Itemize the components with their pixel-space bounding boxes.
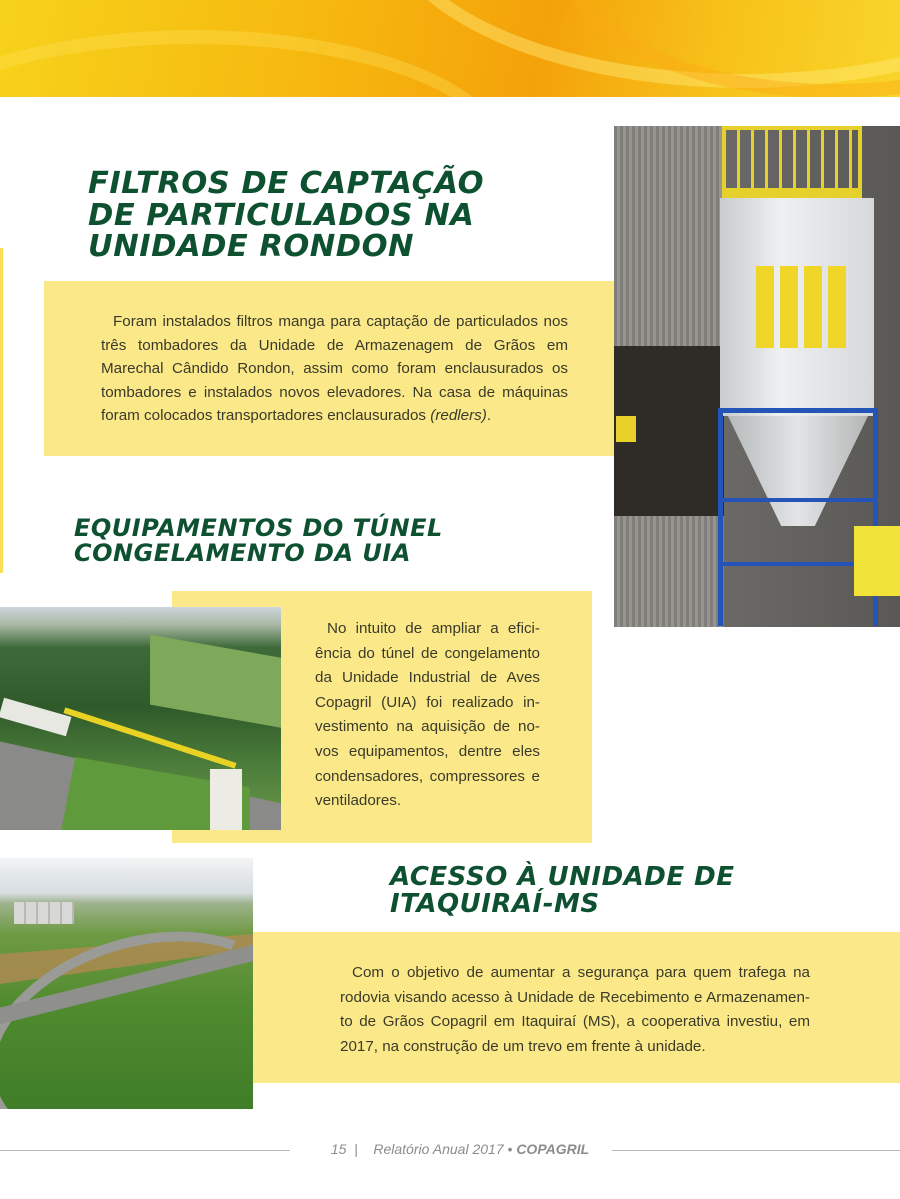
section2-title bbox=[74, 516, 443, 566]
footer-separator: | bbox=[354, 1141, 358, 1157]
left-accent-bar bbox=[0, 248, 3, 573]
section1-title bbox=[88, 168, 484, 263]
section2-title-line: EQUIPAMENTOS DO TÚNEL bbox=[74, 514, 443, 542]
section2-body-line: vestimento na aquisição de no- bbox=[315, 718, 540, 736]
section1-body-italic: (redlers) bbox=[430, 407, 487, 425]
section3-body-line: 2017, na construção de um trevo em frente à unidade. bbox=[340, 1037, 706, 1055]
aerial-itaquirai-photo bbox=[0, 858, 253, 1109]
section2-body bbox=[315, 617, 540, 814]
section1-body-text: Foram instalados filtros manga para captação de particulados nos três tombadores da Unidade de Armazenagem de Grãos em Marechal Cândido Rondon, assim como foram enclausurados os tombadores e instalados novos elevadores. Na casa de máquinas foram colocados transportadores enclausurados bbox=[101, 313, 568, 425]
section3-body-line: rodovia visando acesso à Unidade de Recebimento e Armazenamen- bbox=[340, 988, 810, 1006]
section2-body-line: ência do túnel de congelamento bbox=[315, 644, 540, 662]
section2-title-line: CONGELAMENTO DA UIA bbox=[74, 538, 411, 567]
section3-body-line: Com o objetivo de aumentar a segurança para quem trafega na bbox=[352, 964, 810, 981]
section2-body-line: No intuito de ampliar a efici- bbox=[327, 620, 540, 637]
section3-body-line: to de Grãos Copagril em Itaquiraí (MS), a cooperativa investiu, em bbox=[340, 1013, 810, 1031]
section1-body bbox=[101, 310, 568, 428]
aerial-uia-photo bbox=[0, 607, 281, 830]
section2-body-line: condensadores, compressores e bbox=[315, 767, 540, 785]
section2-body-line: ventiladores. bbox=[315, 792, 402, 810]
section2-body-line: vos equipamentos, dentre eles bbox=[315, 742, 540, 760]
section1-body-end: . bbox=[486, 407, 492, 425]
footer-rule-right bbox=[612, 1150, 900, 1151]
page-number: 15 bbox=[330, 1141, 347, 1157]
section3-body bbox=[340, 961, 810, 1059]
section1-title-line: UNIDADE RONDON bbox=[88, 229, 415, 265]
section3-title bbox=[390, 864, 735, 918]
section2-body-line: Copagril (UIA) foi realizado in- bbox=[315, 693, 540, 711]
section3-title-line: ACESSO À UNIDADE DE bbox=[390, 862, 735, 892]
brand-name: COPAGRIL bbox=[516, 1141, 590, 1157]
section2-body-line: da Unidade Industrial de Aves bbox=[315, 669, 540, 687]
page-footer bbox=[300, 1141, 620, 1157]
footer-rule-left bbox=[0, 1150, 290, 1151]
header-banner bbox=[0, 0, 900, 97]
report-title: Relatório Anual 2017 bbox=[373, 1141, 504, 1157]
section1-title-line: DE PARTICULADOS NA bbox=[88, 197, 475, 233]
banner-swoosh bbox=[0, 30, 508, 97]
section1-title-line: FILTROS DE CAPTAÇÃO bbox=[88, 166, 485, 201]
filter-equipment-photo bbox=[614, 126, 900, 627]
section3-title-line: ITAQUIRAÍ-MS bbox=[390, 889, 600, 920]
footer-bullet: • bbox=[507, 1141, 513, 1157]
